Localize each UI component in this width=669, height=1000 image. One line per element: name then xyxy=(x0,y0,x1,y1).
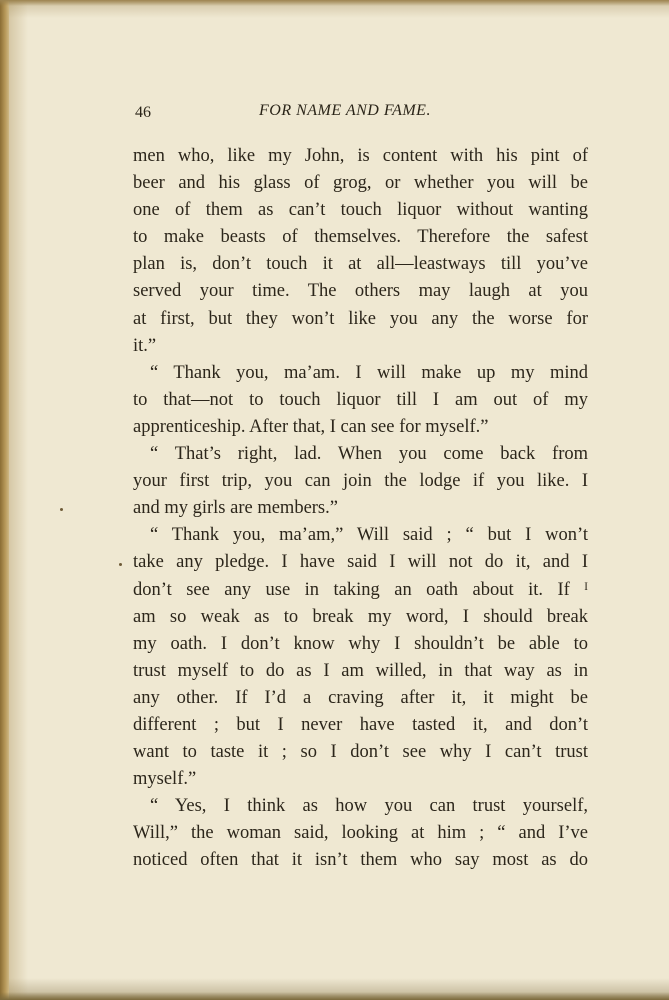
text-line: take any pledge. I have said I will not do it, and I xyxy=(133,552,588,573)
page-number: 46 xyxy=(135,104,151,121)
text-line: any other. If I’d a craving after it, it might be xyxy=(133,687,588,708)
text-line: myself.” xyxy=(133,769,197,790)
text-line: at first, but they won’t like you any the worse for xyxy=(133,308,588,329)
text-line: don’t see any use in taking an oath about it. If ᴵ xyxy=(133,579,588,600)
text-line: am so weak as to break my word, I should break xyxy=(133,606,588,627)
text-line: men who, like my John, is content with his pint of xyxy=(133,146,588,166)
text-line: my oath. I don’t know why I shouldn’t be able to xyxy=(133,633,588,654)
text-line: apprenticeship. After that, I can see for myself.” xyxy=(133,416,489,437)
text-line: “ That’s right, lad. When you come back from xyxy=(150,444,588,465)
paper-speck xyxy=(119,563,122,566)
text-line: to that—not to touch liquor till I am out of my xyxy=(133,389,588,410)
text-line: noticed often that it isn’t them who say most as do xyxy=(133,850,588,871)
text-line: “ Thank you, ma’am,” Will said ; “ but I won’t xyxy=(150,525,588,546)
text-line: one of them as can’t touch liquor without wanting xyxy=(133,200,588,221)
text-line: to make beasts of themselves. Therefore the safest xyxy=(133,227,588,248)
book-spine-shadow xyxy=(0,0,9,1000)
page-bottom-edge xyxy=(0,992,669,1000)
text-line: and my girls are members.” xyxy=(133,498,338,519)
text-line: want to taste it ; so I don’t see why I can’t trust xyxy=(133,742,588,763)
text-line: Will,” the woman said, looking at him ; “ and I’ve xyxy=(133,823,588,844)
running-title: FOR NAME AND FAME. xyxy=(259,102,431,119)
text-line: trust myself to do as I am willed, in that way as in xyxy=(133,660,588,681)
text-line: plan is, don’t touch it at all—leastways till you’ve xyxy=(133,254,588,275)
page-top-edge xyxy=(0,0,669,6)
text-line: served your time. The others may laugh at you xyxy=(133,281,588,302)
text-line: “ Yes, I think as how you can trust yourself, xyxy=(150,796,588,817)
text-line: beer and his glass of grog, or whether you will be xyxy=(133,173,588,194)
text-line: your first trip, you can join the lodge if you like. I xyxy=(133,471,588,492)
text-line: “ Thank you, ma’am. I will make up my mind xyxy=(150,362,588,383)
page-header xyxy=(135,102,587,128)
text-line: it.” xyxy=(133,335,157,356)
body-text xyxy=(133,143,588,875)
paper-speck xyxy=(60,508,63,511)
text-line: different ; but I never have tasted it, and don’t xyxy=(133,714,588,735)
